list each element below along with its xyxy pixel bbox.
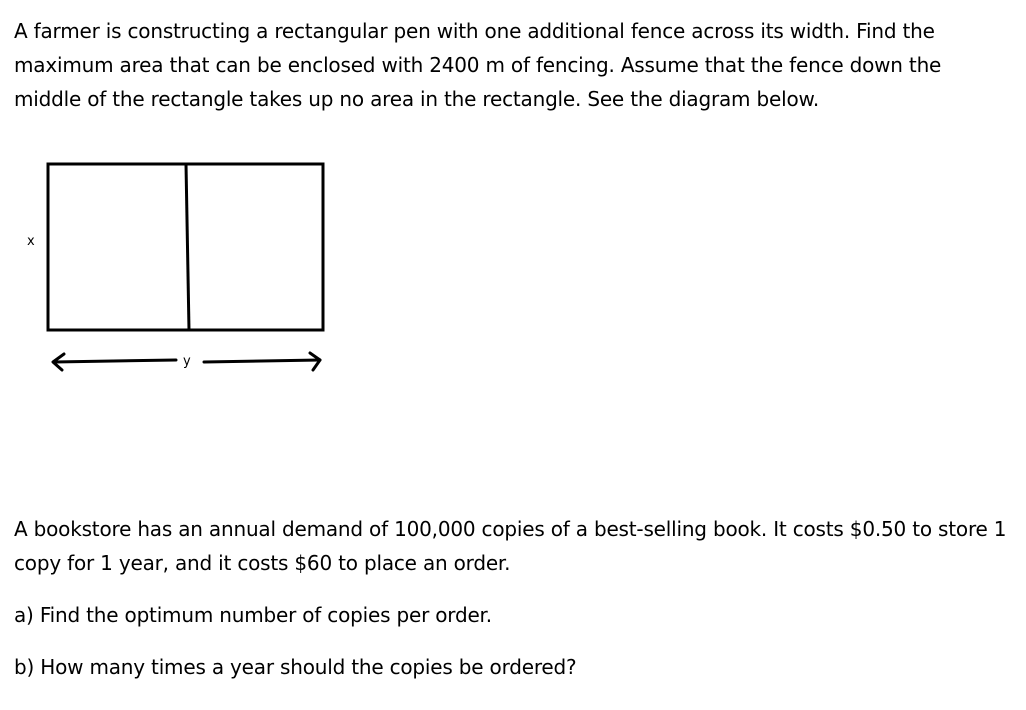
problem-2-part-b: b) How many times a year should the copies be ordered? — [14, 655, 577, 679]
middle-fence — [186, 164, 189, 330]
pen-diagram — [0, 140, 360, 390]
problem-2-text: A bookstore has an annual demand of 100,000 copies of a best-selling book. It costs $0.50 to store 1 copy for 1 year, and it costs $60 to place an order. — [14, 517, 1007, 575]
problem-2-part-a: a) Find the optimum number of copies per order. — [14, 603, 492, 627]
width-label-x: x — [27, 234, 35, 249]
length-label-y: y — [183, 354, 191, 369]
problem-1-text: A farmer is constructing a rectangular pen with one additional fence across its width. Find the maximum area that can be enclosed with 2400 m of fencing. Assume that the fence down the middle of the rectangle takes up no area in the rectangle. See the diagram below. — [14, 19, 942, 111]
